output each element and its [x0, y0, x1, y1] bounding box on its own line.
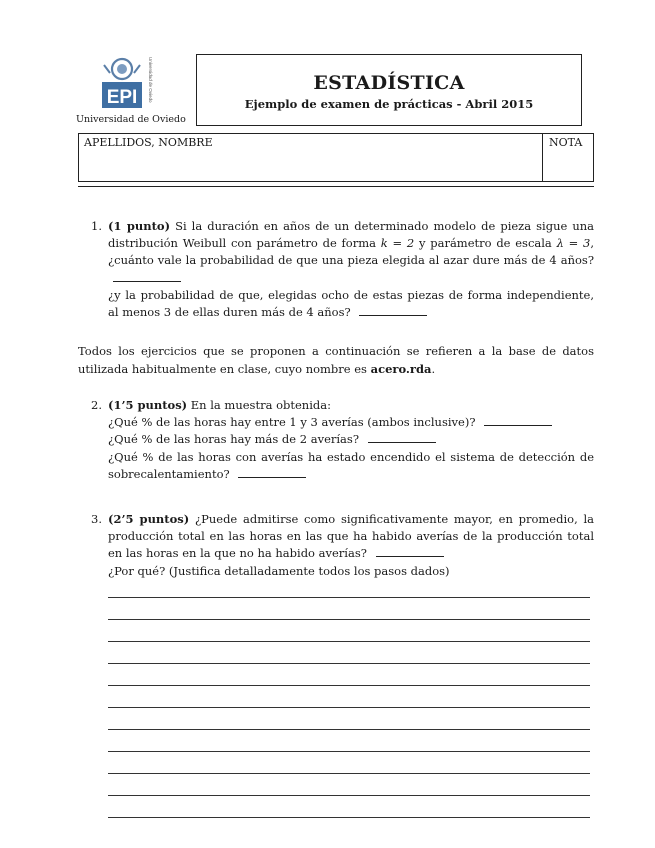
student-info-box — [78, 133, 594, 182]
name-label: APELLIDOS, NOMBRE — [84, 136, 213, 149]
question-points: (1 punto) — [108, 219, 171, 233]
question-text: y parámetro de escala — [418, 236, 552, 251]
question-text: En la muestra obtenida: — [190, 398, 331, 412]
header-rule — [78, 186, 594, 187]
answer-line[interactable] — [108, 619, 590, 620]
answer-line[interactable] — [108, 751, 590, 752]
question-2 — [91, 397, 594, 483]
intro-text: Todos los ejercicios que se proponen a continuación se refieren a la base de datos utilizada habitualmente en clase, cuyo nombre es — [78, 344, 594, 376]
grade-label: NOTA — [549, 136, 583, 149]
question-points: (1’5 puntos) — [108, 398, 188, 412]
intro-paragraph — [78, 343, 594, 378]
answer-line[interactable] — [108, 641, 590, 642]
answer-line[interactable] — [108, 795, 590, 796]
question-item: ¿Qué % de las horas con averías ha estado encendido el sistema de detección de sobrecalentamiento? — [108, 449, 594, 481]
question-points: (2’5 puntos) — [108, 512, 190, 526]
answer-line[interactable] — [108, 685, 590, 686]
answer-blank[interactable] — [484, 414, 552, 426]
exam-subtitle: Ejemplo de examen de prácticas - Abril 2015 — [244, 97, 534, 111]
math-lambda: λ = 3 — [556, 236, 591, 251]
dataset-name: acero.rda — [370, 361, 432, 376]
answer-blank[interactable] — [238, 466, 306, 478]
question-3 — [91, 511, 594, 580]
answer-line[interactable] — [108, 729, 590, 730]
university-logo — [100, 55, 156, 113]
question-number: 1. — [91, 219, 102, 233]
question-text: ¿Puede admitirse como significativamente mayor, en promedio, la producción total en las horas en las que ha habido averías de la producción total en las horas en la que no ha habido averías? — [108, 512, 594, 561]
answer-line[interactable] — [108, 707, 590, 708]
question-number: 2. — [91, 398, 102, 412]
question-item: ¿Por qué? (Justifica detalladamente todos los pasos dados) — [108, 563, 450, 578]
university-name: Universidad de Oviedo — [76, 114, 186, 125]
answer-line[interactable] — [108, 773, 590, 774]
answer-blank[interactable] — [113, 270, 181, 282]
question-item: ¿Qué % de las horas hay más de 2 averías? — [108, 432, 359, 447]
question-text: Si la duración en años de un determinado modelo de pieza sigue una distribución Weibull con parámetro de forma — [108, 219, 594, 251]
question-1 — [91, 218, 594, 321]
answer-blank[interactable] — [376, 545, 444, 557]
answer-line[interactable] — [108, 597, 590, 598]
answer-blank[interactable] — [359, 304, 427, 316]
question-number: 3. — [91, 512, 102, 526]
svg-text:Universidad de Oviedo: Universidad de Oviedo — [148, 57, 153, 103]
exam-title: ESTADÍSTICA — [313, 72, 465, 94]
grade-divider — [542, 134, 543, 181]
math-k: k = 2 — [380, 236, 415, 251]
question-text: ¿y la probabilidad de que, elegidas ocho de estas piezas de forma independiente, al menos 3 de ellas duren más de 4 años? — [108, 287, 594, 320]
exam-title-box — [196, 54, 582, 126]
answer-line[interactable] — [108, 817, 590, 818]
answer-line[interactable] — [108, 663, 590, 664]
question-item: ¿Qué % de las horas hay entre 1 y 3 averías (ambos inclusive)? — [108, 415, 476, 430]
intro-end: . — [431, 361, 436, 376]
svg-text:EPI: EPI — [106, 87, 138, 108]
question-text: , ¿cuánto vale la probabilidad de que una pieza elegida al azar dure más de 4 años? — [108, 236, 594, 268]
answer-blank[interactable] — [368, 431, 436, 443]
